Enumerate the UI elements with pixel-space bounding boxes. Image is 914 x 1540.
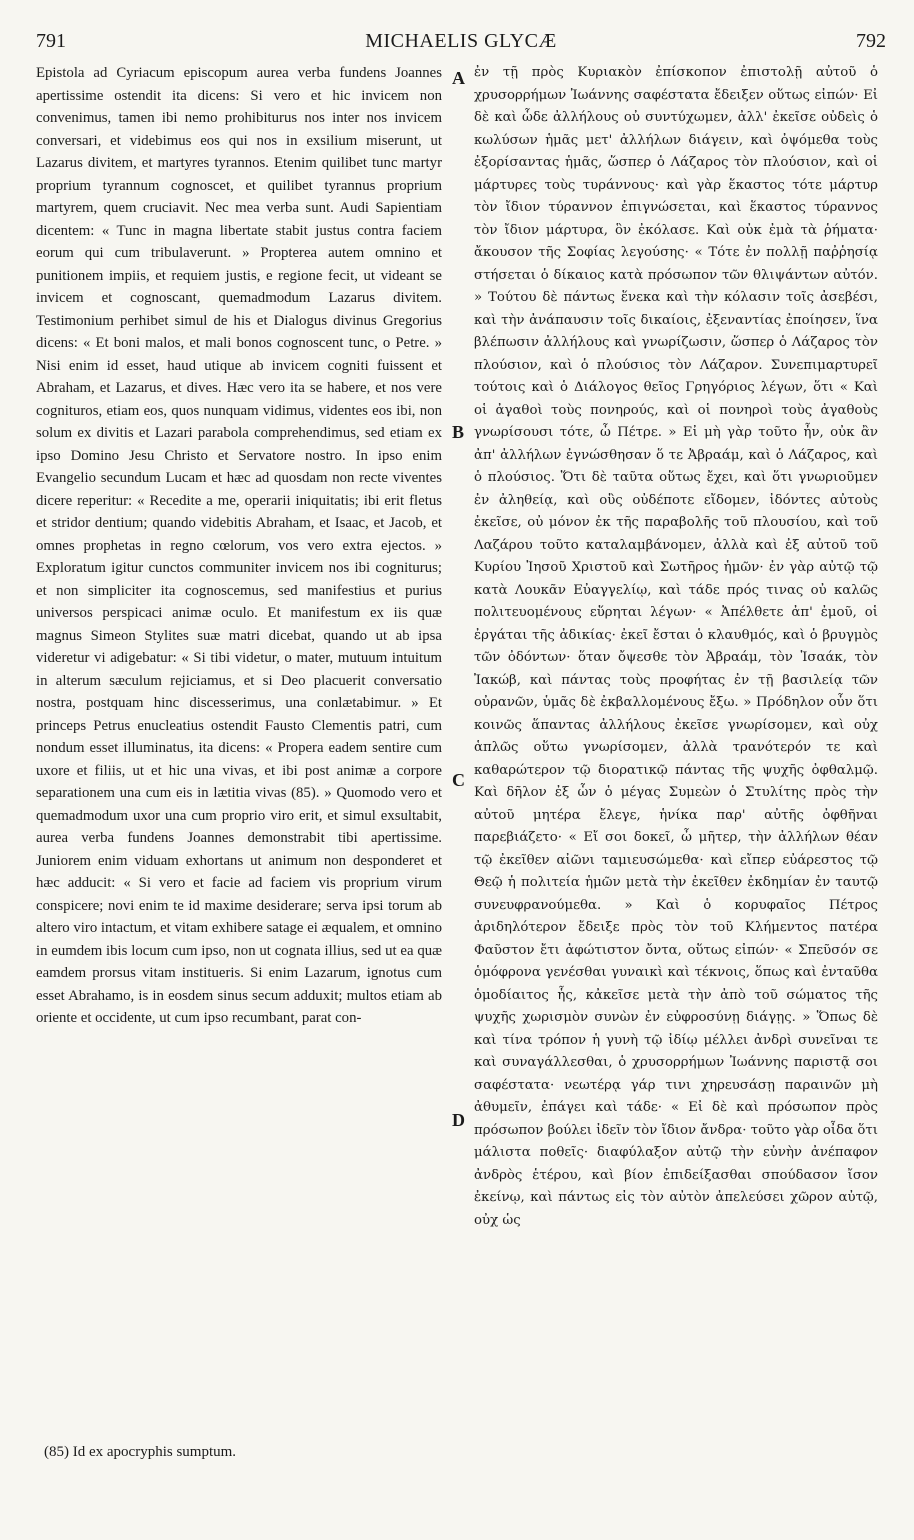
latin-column bbox=[36, 62, 442, 1440]
section-marker-a: A bbox=[452, 68, 465, 88]
page-number-right: 792 bbox=[856, 30, 886, 52]
footnote: (85) Id ex apocryphis sumptum. bbox=[44, 1444, 237, 1460]
greek-column bbox=[474, 62, 878, 1440]
running-title: MICHAELIS GLYCÆ bbox=[365, 30, 557, 52]
section-marker-d: D bbox=[452, 1110, 465, 1130]
page-number-left: 791 bbox=[36, 30, 66, 52]
section-marker-b: B bbox=[452, 422, 465, 442]
latin-text: Epistola ad Cyriacum episcopum aurea verba fundens Joannes apertissime ostendit ita dicens: Si vero et hic invicem non convenimus, tamen ibi nemo prohibiturus nos inter nos invicem conversari, et videbimus eos qui nos in exsilium miserunt, ut Lazarus divitem, et martyres tyrannos. Etenim quilibet tunc martyr proprium tyrannum cognoscet, et quilibet tyrannus proprium martyrem, quem cruciavit. Nec mea verba sunt. Audi Sapientiam dicentem: « Tunc in magna libertate stabit justus contra faciem eorum qui cum tribulaverunt. » Propterea autem omnino et punitionem impiis, et requiem justis, e regione fecit, ut videant se invicem et cognoscant, quemadmodum Lazarus divitem. Testimonium perhibet simul de his et Dialogus divinus Gregorius dicens: « Et boni malos, et mali bonos cognoscent tunc, o Petre. » Nisi enim id esset, haud utique ab invicem cogniti fuissent et Abraham, et Lazarus, et dives. Hæc vero ita se habere, et nos vere cognituros, etiam eos, quos nunquam vidimus, videntes eos ibi, non solum ex divitis et Lazari parabola comprehendimus, sed etiam ex ipso Domino Jesu Christo et Servatore nostro. In ipso enim Evangelio secundum Lucam et hæc ad quosdam non recte viventes dicere reperitur: « Recedite a me, operarii iniquitatis; ibi erit fletus et stridor dentium; quando videbitis Abraham, et Isaac, et Jacob, et omnes prophetas in regno cœlorum, vos vero extra ejectos. » Exploratum igitur cunctos communiter invicem nos ibi cogniturus; et non simpliciter ita cognoscemus, sed manifestius et purius universos perspicaci animæ oculo. Et manifestum ex iis quæ magnus Simeon Stylites suæ matri dicebat, quando ut ab ipsa videretur vi adigebatur: « Si tibi videtur, o mater, mutuum intuitum in alterum sæculum rejiciamus, et si Deo placuerit conversatio nostra, postquam hinc discesserimus, una conlætabimur. » Et princeps Petrus enucleatius ostendit Fausto Clementis patri, cum nondum esset illuminatus, ita dicens: « Propera eadem sentire cum uxore et filiis, ut et hic una vivas, et ibi post animæ a corpore separationem una cum eis in lætitia vivas (85). » Quomodo vero et quemadmodum uxor una cum proprio viro erit, et simul exsultabit, aurea verba fundens Joannes demonstrabit tibi apertissime. Juniorem enim viduam exhortans ut animum non desponderet et hæc adducit: « Si vero et facie ad faciem vis proprium virum conspicere; novi enim te id maxime desiderare; serva ipsi torum ab altero viro intactum, et vitam exhibere satage ei æqualem, et omnino in eumdem ibis locum cum ipso, non ut cognata illius, sed ut ea quæ eamdem prorsus vitam institueris. Si enim Lazarum, ignotus cum esset Abrahamo, is in eosdem sinus secum adduxit; multos etiam ab oriente et occidente, ut cum ipso recumbant, parat con- bbox=[36, 65, 442, 1026]
greek-text: ἐν τῇ πρὸς Κυριακὸν ἐπίσκοπον ἐπιστολῇ αὐτοῦ ὁ χρυσορρήμων Ἰωάννης σαφέστατα ἔδειξεν οὕτως εἰπών· Εἰ δὲ καὶ ὧδε ἀλλήλους οὐ συντύχωμεν, ἀλλ' ἐκεῖσε οὐδεὶς ὁ κωλύσων ἡμᾶς μετ' ἀλλήλων διάγειν, καὶ ὀψόμεθα τοὺς ἐξορίσαντας ἡμᾶς, ὥσπερ ὁ Λάζαρος τὸν πλούσιον, καὶ οἱ μάρτυρες τοὺς τυράννους· καὶ γὰρ ἕκαστος τότε μάρτυρ τὸν ἴδιον τύραννον ἐπιγνώσεται, καὶ ἕκαστος τύραννος τὸν ἴδιον μάρτυρα, ὃν ἐκόλασε. Καὶ οὐκ ἐμὰ τὰ ῥήματα· ἄκουσον τῆς Σοφίας λεγούσης· « Τότε ἐν πολλῇ παῤῥησίᾳ στήσεται ὁ δίκαιος κατὰ πρόσωπον τῶν θλιψάντων αὐτόν. » Τούτου δὲ πάντως ἕνεκα καὶ τὴν κόλασιν τοῖς ἀσεβέσι, καὶ τὴν ἀνάπαυσιν τοῖς δικαίοις, ἐξεναντίας ἐποίησεν, ἵνα βλέπωσιν ἀλλήλους καὶ γνωρίζωσιν, ὥσπερ ὁ Λάζαρος τὸν πλούσιον, καὶ ὁ πλούσιος τὸν Λάζαρον. Συνεπιμαρτυρεῖ τούτοις καὶ ὁ Διάλογος θεῖος Γρηγόριος λέγων, ὅτι « Καὶ οἱ ἀγαθοὶ τοὺς πονηρούς, καὶ οἱ πονηροὶ τοὺς ἀγαθοὺς γνωρίσουσι τότε, ὦ Πέτρε. » Εἰ μὴ γὰρ τοῦτο ἦν, οὐκ ἂν ἀπ' ἀλλήλων ἐγνώσθησαν ὅ τε Ἀβραάμ, καὶ ὁ Λάζαρος, καὶ ὁ πλούσιος. Ὅτι δὲ ταῦτα οὕτως ἔχει, καὶ ὅτι γνωριοῦμεν ἐν ἀληθείᾳ, καὶ οὓς οὐδέποτε εἴδομεν, ἰδόντες αὐτοὺς ἐκεῖσε, οὐ μόνον ἐκ τῆς παραβολῆς τοῦ πλουσίου, καὶ τοῦ Λαζάρου τοῦτο καταλαμβάνομεν, ἀλλὰ καὶ ἐξ αὐτοῦ τοῦ Κυρίου Ἰησοῦ Χριστοῦ καὶ Σωτῆρος ἡμῶν· ἐν γὰρ αὐτῷ τῷ κατὰ Λουκᾶν Εὐαγγελίῳ, καὶ τάδε πρός τινας οὐ καλῶς πολιτευομένους εὕρηται λέγων· « Ἀπέλθετε ἀπ' ἐμοῦ, οἱ ἐργάται τῆς ἀδικίας· ἐκεῖ ἔσται ὁ κλαυθμός, καὶ ὁ βρυγμὸς τῶν ὀδόντων· ὅταν ὄψεσθε τὸν Ἀβραάμ, τὸν Ἰσαάκ, τὸν Ἰακώβ, καὶ πάντας τοὺς προφήτας ἐν τῇ βασιλείᾳ τῶν οὐρανῶν, ὑμᾶς δὲ ἐκβαλλομένους ἔξω. » Πρόδηλον οὖν ὅτι κοινῶς ἅπαντας ἀλλήλους ἐκεῖσε γνωρίσομεν, καὶ οὐχ ἁπλῶς οὕτω γνωρίσομεν, ἀλλὰ τρανότερόν τε καὶ καθαρώτερον τῷ διορατικῷ πάντας τῆς ψυχῆς ὀφθαλμῷ. Καὶ δῆλον ἐξ ὧν ὁ μέγας Συμεὼν ὁ Στυλίτης πρὸς τὴν αὐτοῦ μητέρα ἔλεγε, ἡνίκα παρ' αὐτῆς ὀφθῆναι παρεβιάζετο· « Εἴ σοι δοκεῖ, ὦ μῆτερ, τὴν ἀλλήλων θέαν τῷ ἐκεῖθεν αἰῶνι ταμιευσώμεθα· καὶ εἴπερ εὐάρεστος τῷ Θεῷ ἡ πολιτεία ἡμῶν μετὰ τὴν ἐκεῖθεν ἐκδημίαν ἐν ταυτῷ συνευφρανούμεθα. » Καὶ ὁ κορυφαῖος Πέτρος ἀριδηλότερον ἔδειξε πρὸς τὸν τοῦ Κλήμεντος πατέρα Φαῦστον ἔτι ἀφώτιστον ὄντα, οὕτως εἰπών· « Σπεῦσόν σε ὁμόφρονα γενέσθαι γυναικὶ καὶ τέκνοις, ὅπως καὶ ἐνταῦθα ὁμοδίαιτος ἧς, κἀκεῖσε μετὰ τὴν ἀπὸ τοῦ σώματος τῆς ψυχῆς χωρισμὸν συνὼν ἐν εὐφροσύνῃ διάγῃς. » Ὅπως δὲ καὶ τίνα τρόπον ἡ γυνὴ τῷ ἰδίῳ μέλλει ἀνδρὶ συνεῖναι τε καὶ συναγάλλεσθαι, ὁ χρυσορρήμων Ἰωάννης παριστᾷ σοι σαφέστατα· νεωτέρᾳ γάρ τινι χηρευσάσῃ παραινῶν μὴ ἀθυμεῖν, ἐπάγει καὶ τάδε· « Εἰ δὲ καὶ πρόσωπον πρὸς πρόσωπον βούλει ἰδεῖν τὸν ἴδιον ἄνδρα· τοῦτο γὰρ οἶδα ὅτι μάλιστα ποθεῖς· διαφύλαξον αὐτῷ τὴν εὐνὴν ἀνέπαφον ἀνδρὸς ἑτέρου, καὶ βίον ἐπιδείξασθαι σπούδασον ἴσον ἐκείνῳ, καὶ πάντως εἰς τὸν αὐτὸν ἀπελεύσει χῶρον αὐτῷ, οὐχ ὡς bbox=[474, 65, 878, 1228]
section-marker-c: C bbox=[452, 770, 465, 790]
running-header bbox=[36, 30, 886, 60]
